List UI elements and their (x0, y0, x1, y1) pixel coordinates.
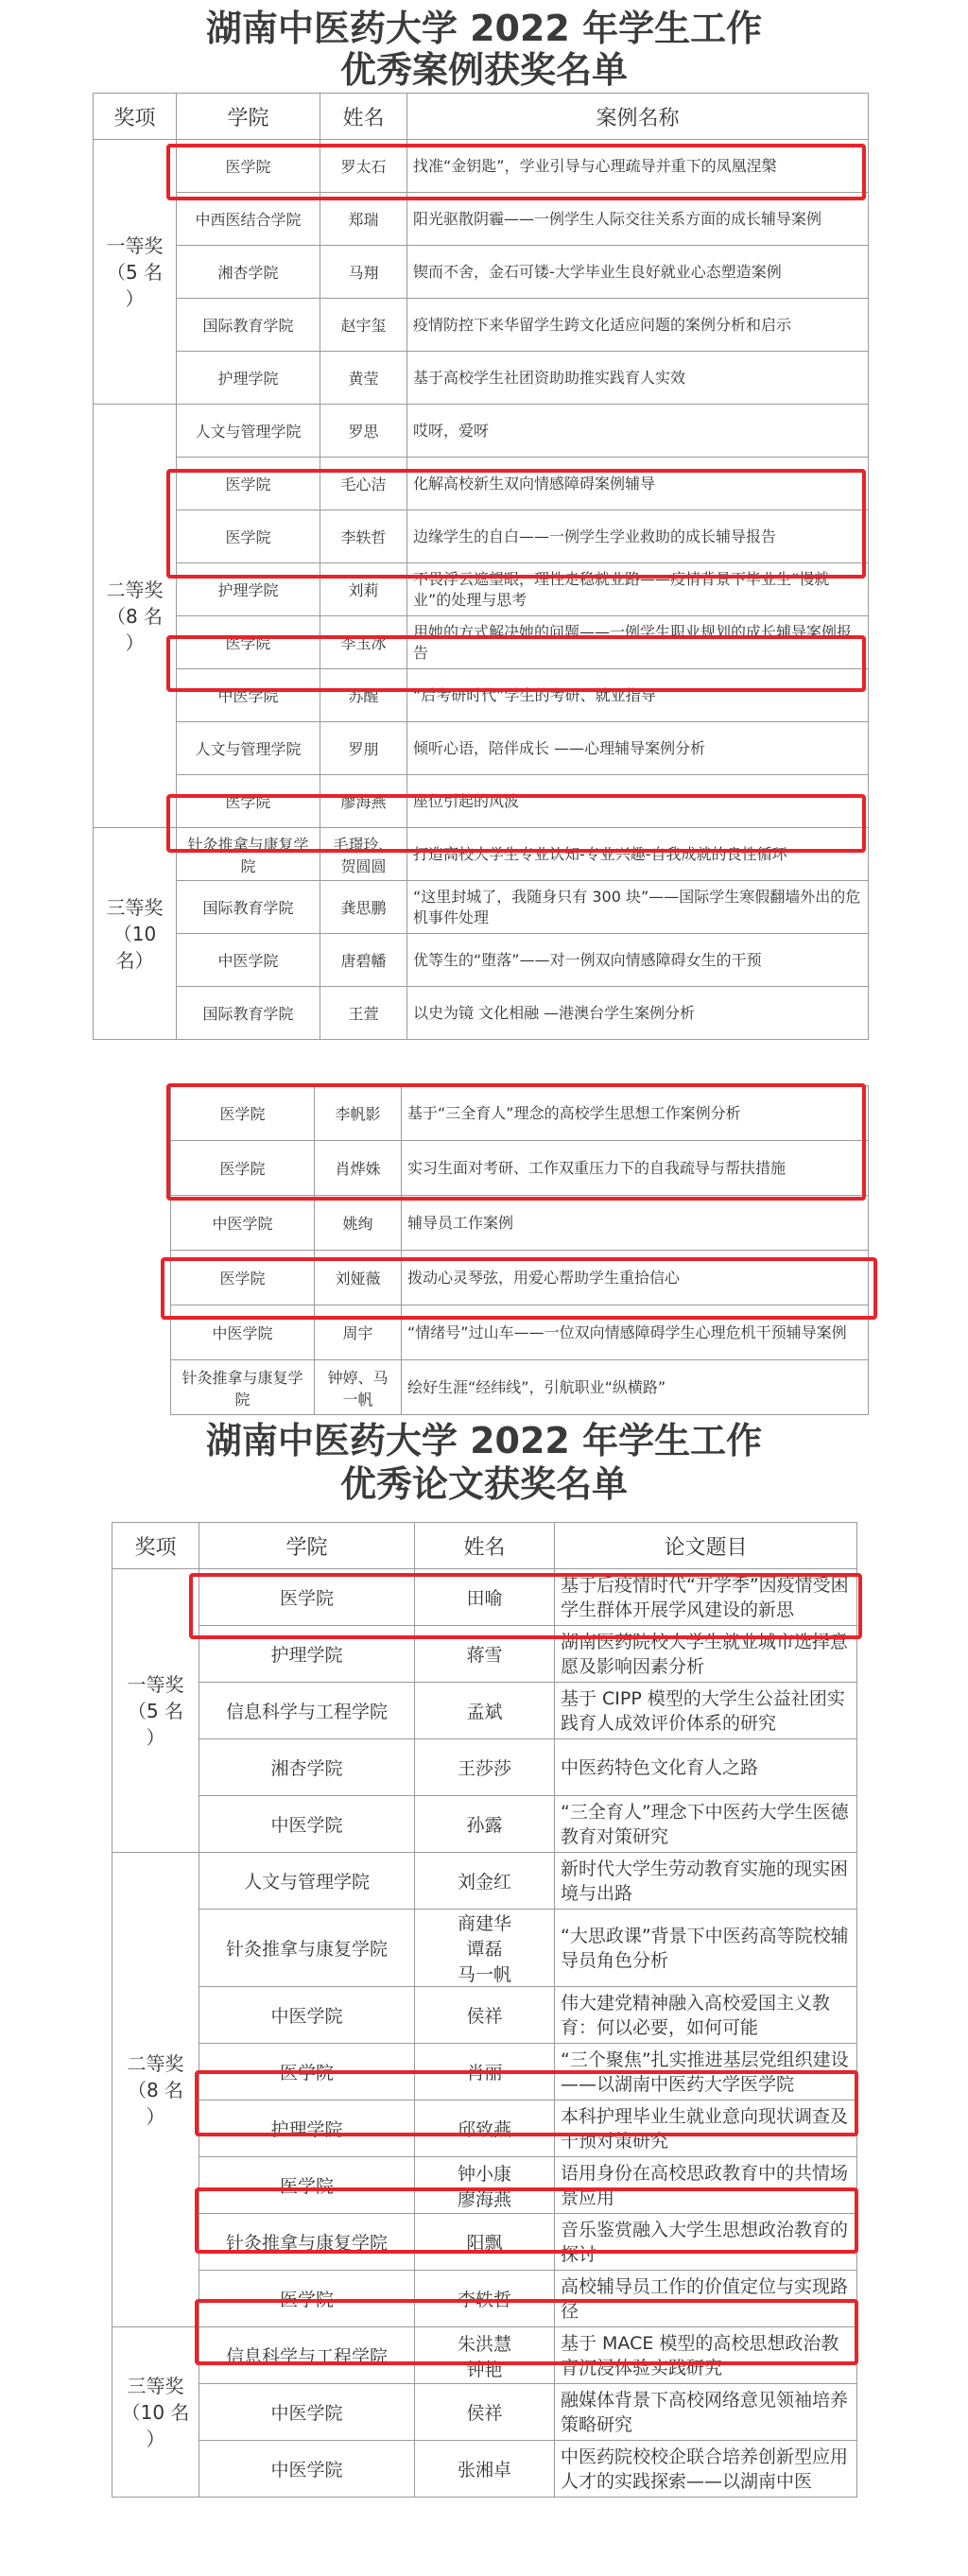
name-cell: 李帆影 (315, 1086, 402, 1141)
college-cell: 针灸推拿与康复学院 (177, 828, 320, 881)
award-level-cell: 一等奖 （5 名 ） (112, 1569, 199, 1853)
table-row (94, 881, 869, 934)
name-cell: 孙露 (415, 1796, 555, 1853)
college-cell: 中医学院 (177, 934, 320, 987)
name-cell: 朱洪慧 钟艳 (415, 2327, 555, 2384)
college-cell: 中医学院 (199, 1987, 415, 2044)
college-cell: 中医学院 (171, 1305, 315, 1360)
table-row (112, 1739, 857, 1796)
table-row (94, 352, 869, 405)
title-cell: “这里封城了，我随身只有 300 块”——国际学生寒假翻墙外出的危机事件处理 (407, 881, 869, 934)
college-cell: 医学院 (177, 616, 320, 669)
name-cell: 李玉冰 (320, 616, 407, 669)
highlight-box (166, 469, 866, 579)
college-cell: 医学院 (199, 2271, 415, 2327)
name-cell: 侯祥 (415, 1987, 555, 2044)
college-cell: 中西医结合学院 (177, 193, 320, 246)
college-cell: 护理学院 (177, 352, 320, 405)
college-cell: 针灸推拿与康复学院 (199, 2214, 415, 2271)
highlight-box (195, 2187, 858, 2254)
name-cell: 龚思鹏 (320, 881, 407, 934)
title-cell: 实习生面对考研、工作双重压力下的自我疏导与帮扶措施 (402, 1141, 869, 1196)
title-cell: 座位引起的风波 (407, 775, 869, 828)
name-cell: 肖烨姝 (315, 1141, 402, 1196)
name-cell: 钟婷、马一帆 (315, 1360, 402, 1415)
title-cell: “三全育人”理念下中医药大学生医德教育对策研究 (555, 1796, 857, 1853)
college-cell: 中医学院 (199, 1796, 415, 1853)
college-cell: 人文与管理学院 (177, 405, 320, 458)
award-level-cell: 二等奖 （8 名 ） (94, 405, 177, 828)
doc2-title-line1: 湖南中医药大学 2022 年学生工作 (205, 1420, 763, 1461)
college-cell: 信息科学与工程学院 (199, 2327, 415, 2384)
title-cell: 哎呀，爱呀 (407, 405, 869, 458)
table-row (112, 1683, 857, 1739)
college-cell: 护理学院 (199, 1626, 415, 1683)
college-cell: 医学院 (171, 1141, 315, 1196)
header-award: 奖项 (94, 94, 177, 140)
table-row (112, 2441, 857, 2498)
name-cell: 王萱 (320, 987, 407, 1040)
name-cell: 蒋雪 (415, 1626, 555, 1683)
table-row (112, 1853, 857, 1910)
title-cell: 优等生的“堕落”——对一例双向情感障碍女生的干预 (407, 934, 869, 987)
table-row (94, 987, 869, 1040)
title-cell: 音乐鉴赏融入大学生思想政治教育的探讨 (555, 2214, 857, 2271)
doc1-title-line1: 湖南中医药大学 2022 年学生工作 (205, 8, 763, 49)
title-cell: 基于“三全育人”理念的高校学生思想工作案例分析 (402, 1086, 869, 1141)
college-cell: 医学院 (177, 775, 320, 828)
name-cell: 邱致燕 (415, 2101, 555, 2157)
title-cell: 锲而不舍，金石可镂-大学毕业生良好就业心态塑造案例 (407, 246, 869, 299)
college-cell: 护理学院 (199, 2101, 415, 2157)
name-cell: 罗太石 (320, 140, 407, 193)
name-cell: 唐碧幡 (320, 934, 407, 987)
table-header-row (112, 1523, 857, 1569)
name-cell: 罗朋 (320, 722, 407, 775)
title-cell: 湖南医药院校大学生就业城市选择意愿及影响因素分析 (555, 1626, 857, 1683)
highlight-box (166, 144, 866, 200)
name-cell: 张湘卓 (415, 2441, 555, 2498)
title-cell: 伟大建党精神融入高校爱国主义教育：何以必要，如何可能 (555, 1987, 857, 2044)
title-cell: 中医药特色文化育人之路 (555, 1739, 857, 1796)
highlight-box (166, 794, 866, 853)
college-cell: 人文与管理学院 (199, 1853, 415, 1910)
highlight-box (166, 635, 866, 692)
name-cell: 阳飘 (415, 2214, 555, 2271)
highlight-box (161, 1257, 877, 1320)
highlight-box (195, 2299, 858, 2365)
name-cell: 肖丽 (415, 2044, 555, 2101)
title-cell: 化解高校新生双向情感障碍案例辅导 (407, 458, 869, 510)
table-row (112, 2384, 857, 2441)
title-cell: 基于 MACE 模型的高校思想政治教育沉浸体验实践研究 (555, 2327, 857, 2384)
table-row (112, 1910, 857, 1987)
title-cell: “后考研时代”学生的考研、就业指导 (407, 669, 869, 722)
college-cell: 湘杏学院 (177, 246, 320, 299)
name-cell: 钟小康 廖海燕 (415, 2157, 555, 2214)
table-row (112, 1796, 857, 1853)
header-paper-title: 论文题目 (555, 1523, 857, 1569)
name-cell: 周宇 (315, 1305, 402, 1360)
name-cell: 马翔 (320, 246, 407, 299)
title-cell: 基于高校学生社团资助助推实践育人实效 (407, 352, 869, 405)
title-cell: “三个聚焦”扎实推进基层党组织建设——以湖南中医药大学医学院 (555, 2044, 857, 2101)
name-cell: 王莎莎 (415, 1739, 555, 1796)
name-cell: 毛璟玲、贺圆圆 (320, 828, 407, 881)
college-cell: 医学院 (177, 510, 320, 563)
title-cell: 不畏浮云遮望眼，理性走稳就业路——疫情背景下毕业生“慢就业”的处理与思考 (407, 563, 869, 616)
college-cell: 医学院 (171, 1086, 315, 1141)
title-cell: 基于后疫情时代“开学季”因疫情受困学生群体开展学风建设的新思 (555, 1569, 857, 1626)
title-cell: 中医药院校校企联合培养创新型应用人才的实践探索——以湖南中医 (555, 2441, 857, 2498)
header-college: 学院 (199, 1523, 415, 1569)
name-cell: 侯祥 (415, 2384, 555, 2441)
header-case-title: 案例名称 (407, 94, 869, 140)
table-row (171, 1196, 869, 1251)
name-cell: 苏醒 (320, 669, 407, 722)
title-cell: 倾听心语，陪伴成长 ——心理辅导案例分析 (407, 722, 869, 775)
name-cell: 商建华 谭磊 马一帆 (415, 1910, 555, 1987)
highlight-box (195, 2070, 858, 2136)
name-cell: 刘金红 (415, 1853, 555, 1910)
header-name: 姓名 (320, 94, 407, 140)
title-cell: 用她的方式解决她的问题——一例学生职业规划的成长辅导案例报告 (407, 616, 869, 669)
name-cell: 刘莉 (320, 563, 407, 616)
title-cell: 拨动心灵琴弦，用爱心帮助学生重拾信心 (402, 1251, 869, 1305)
college-cell: 信息科学与工程学院 (199, 1683, 415, 1739)
name-cell: 郑瑞 (320, 193, 407, 246)
college-cell: 护理学院 (177, 563, 320, 616)
title-cell: 本科护理毕业生就业意向现状调查及干预对策研究 (555, 2101, 857, 2157)
table-row (94, 405, 869, 458)
doc2-title-line2: 优秀论文获奖名单 (339, 1463, 628, 1505)
name-cell: 姚绚 (315, 1196, 402, 1251)
college-cell: 医学院 (199, 1569, 415, 1626)
title-cell: 基于 CIPP 模型的大学生公益社团实践育人成效评价体系的研究 (555, 1683, 857, 1739)
highlight-box (189, 1573, 862, 1639)
title-cell: 疫情防控下来华留学生跨文化适应问题的案例分析和启示 (407, 299, 869, 352)
college-cell: 中医学院 (199, 2384, 415, 2441)
table-row (94, 299, 869, 352)
college-cell: 医学院 (199, 2044, 415, 2101)
college-cell: 中医学院 (177, 669, 320, 722)
highlight-box (166, 1083, 866, 1201)
table-row (94, 246, 869, 299)
title-cell: 打造高校大学生专业认知-专业兴趣-自我成就的良性循环 (407, 828, 869, 881)
college-cell: 中医学院 (171, 1196, 315, 1251)
title-cell: 绘好生涯“经纬线”，引航职业“纵横路” (402, 1360, 869, 1415)
name-cell: 田喻 (415, 1569, 555, 1626)
title-cell: 边缘学生的自白——一例学生学业救助的成长辅导报告 (407, 510, 869, 563)
award-level-cell: 一等奖 （5 名 ） (94, 140, 177, 405)
name-cell: 李轶哲 (320, 510, 407, 563)
college-cell: 针灸推拿与康复学院 (199, 1910, 415, 1987)
table-header-row (94, 94, 869, 140)
title-cell: 找准“金钥匙”，学业引导与心理疏导并重下的凤凰涅槃 (407, 140, 869, 193)
title-cell: 高校辅导员工作的价值定位与实现路径 (555, 2271, 857, 2327)
header-name: 姓名 (415, 1523, 555, 1569)
college-cell: 医学院 (171, 1251, 315, 1305)
college-cell: 医学院 (177, 458, 320, 510)
college-cell: 人文与管理学院 (177, 722, 320, 775)
college-cell: 中医学院 (199, 2441, 415, 2498)
table-row (171, 1360, 869, 1415)
title-cell: 以史为镜 文化相融 —港澳台学生案例分析 (407, 987, 869, 1040)
title-cell: 新时代大学生劳动教育实施的现实困境与出路 (555, 1853, 857, 1910)
title-cell: 辅导员工作案例 (402, 1196, 869, 1251)
table-row (112, 1987, 857, 2044)
award-level-cell: 二等奖 （8 名 ） (112, 1853, 199, 2327)
title-cell: 阳光驱散阴霾——一例学生人际交往关系方面的成长辅导案例 (407, 193, 869, 246)
title-cell: “情绪号”过山车——一位双向情感障碍学生心理危机干预辅导案例 (402, 1305, 869, 1360)
name-cell: 黄莹 (320, 352, 407, 405)
college-cell: 医学院 (199, 2157, 415, 2214)
name-cell: 毛心洁 (320, 458, 407, 510)
award-level-cell: 三等奖 （10 名 ） (112, 2327, 199, 2498)
name-cell: 赵宇玺 (320, 299, 407, 352)
name-cell: 李轶哲 (415, 2271, 555, 2327)
name-cell: 罗思 (320, 405, 407, 458)
name-cell: 刘娅薇 (315, 1251, 402, 1305)
college-cell: 针灸推拿与康复学院 (171, 1360, 315, 1415)
award-level-cell: 三等奖 （10 名） (94, 828, 177, 1040)
name-cell: 孟斌 (415, 1683, 555, 1739)
header-award: 奖项 (112, 1523, 199, 1569)
table-row (94, 934, 869, 987)
college-cell: 国际教育学院 (177, 987, 320, 1040)
name-cell: 廖海燕 (320, 775, 407, 828)
table-row (94, 722, 869, 775)
doc1-title-line2: 优秀案例获奖名单 (339, 49, 628, 91)
title-cell: 语用身份在高校思政教育中的共情场景应用 (555, 2157, 857, 2214)
college-cell: 医学院 (177, 140, 320, 193)
header-college: 学院 (177, 94, 320, 140)
college-cell: 湘杏学院 (199, 1739, 415, 1796)
title-cell: 融媒体背景下高校网络意见领袖培养策略研究 (555, 2384, 857, 2441)
college-cell: 国际教育学院 (177, 299, 320, 352)
title-cell: “大思政课”背景下中医药高等院校辅导员角色分析 (555, 1910, 857, 1987)
college-cell: 国际教育学院 (177, 881, 320, 934)
